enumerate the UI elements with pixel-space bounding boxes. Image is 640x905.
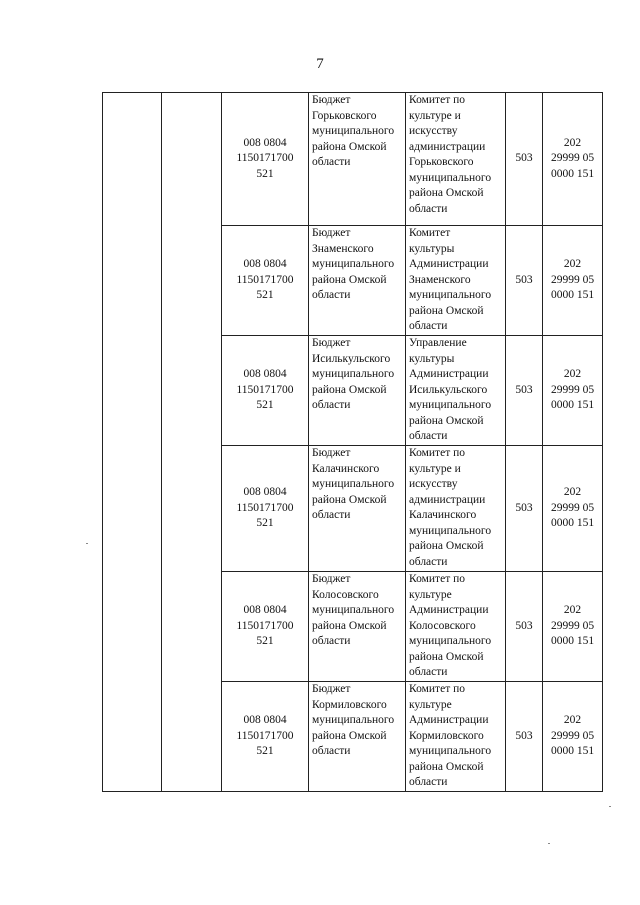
code-cell: 008 0804 1150171700 521 [222,682,309,792]
administrator-cell: Комитет по культуре Администрации Колосовского муниципального района Омской области [406,572,506,682]
code-number-cell: 503 [506,226,543,336]
code-number-cell: 503 [506,572,543,682]
code-cell: 008 0804 1150171700 521 [222,93,309,226]
administrator-cell: Комитет по культуре и искусству администрации Горьковского муниципального района Омской области [406,93,506,226]
administrator-cell: Комитет культуры Администрации Знаменского муниципального района Омской области [406,226,506,336]
budget-classification-cell: 202 29999 05 0000 151 [543,682,603,792]
page-number: 7 [316,56,324,72]
budget-classification-cell: 202 29999 05 0000 151 [543,226,603,336]
blank-column-1 [103,93,162,792]
code-number-cell: 503 [506,93,543,226]
budget-classification-cell: 202 29999 05 0000 151 [543,93,603,226]
code-number-cell: 503 [506,682,543,792]
table-body [103,93,603,792]
administrator-cell: Комитет по культуре и искусству администрации Калачинского муниципального района Омской области [406,446,506,572]
budget-classification-cell: 202 29999 05 0000 151 [543,446,603,572]
budget-cell: Бюджет Знаменского муниципального района Омской области [309,226,406,336]
budget-allocation-table [102,92,603,792]
budget-cell: Бюджет Горьковского муниципального района Омской области [309,93,406,226]
budget-cell: Бюджет Колосовского муниципального района Омской области [309,572,406,682]
table-row [103,93,603,226]
code-cell: 008 0804 1150171700 521 [222,226,309,336]
budget-cell: Бюджет Калачинского муниципального района Омской области [309,446,406,572]
scan-speck [609,806,611,807]
budget-classification-cell: 202 29999 05 0000 151 [543,572,603,682]
administrator-cell: Управление культуры Администрации Исилькульского муниципального района Омской области [406,336,506,446]
administrator-cell: Комитет по культуре Администрации Кормиловского муниципального района Омской области [406,682,506,792]
code-number-cell: 503 [506,446,543,572]
code-cell: 008 0804 1150171700 521 [222,572,309,682]
scan-speck [548,843,550,844]
blank-column-2 [162,93,222,792]
code-number-cell: 503 [506,336,543,446]
budget-classification-cell: 202 29999 05 0000 151 [543,336,603,446]
code-cell: 008 0804 1150171700 521 [222,446,309,572]
scan-speck [86,543,88,544]
code-cell: 008 0804 1150171700 521 [222,336,309,446]
budget-cell: Бюджет Исилькульского муниципального района Омской области [309,336,406,446]
budget-cell: Бюджет Кормиловского муниципального района Омской области [309,682,406,792]
